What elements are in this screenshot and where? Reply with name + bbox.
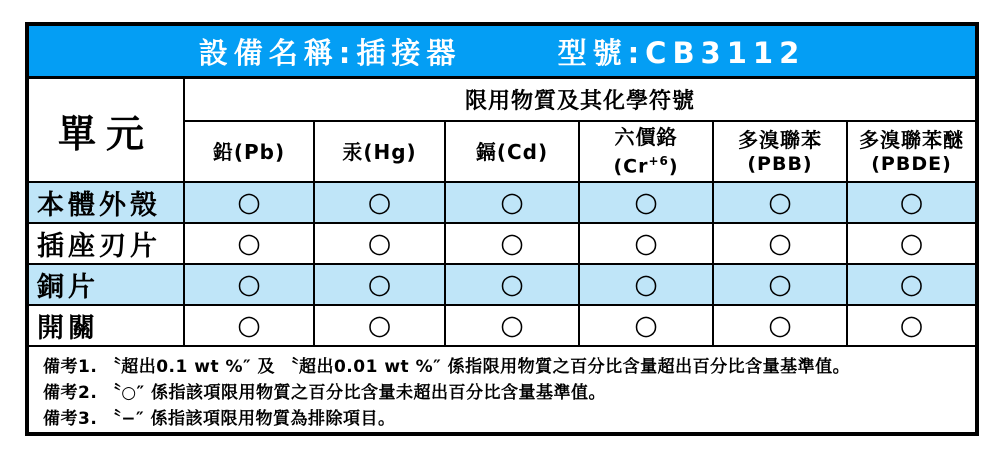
col-header-cadmium [445,121,579,182]
col-header-hexavalent-chromium [579,121,713,182]
compliance-mark: ○ [184,182,314,223]
rohs-substance-table [25,22,979,436]
col-symbol: (PBB) [747,152,813,175]
col-header-mercury [314,121,445,182]
unit-header: 單元 [27,78,184,183]
title-bar [27,24,977,78]
compliance-mark: ○ [713,305,847,346]
row-label: 銅片 [27,264,184,305]
compliance-mark: ○ [847,182,977,223]
col-label: 汞(Hg) [342,139,417,164]
title-bar-cell [27,24,977,78]
col-label: 鉛(Pb) [212,139,286,164]
row-body-shell [27,182,977,223]
compliance-mark: ○ [579,223,713,264]
col-symbol: $(Cr^{+6})$ [613,153,679,178]
col-label: 六價鉻 [614,124,678,149]
compliance-mark: ○ [314,264,445,305]
group-header-row [27,78,977,122]
note-2: 備考2. 〝○″ 係指該項限用物質之百分比含量未超出百分比含量基準值。 [43,383,607,403]
note-3: 備考3. 〝−″ 係指該項限用物質為排除項目。 [43,409,396,429]
compliance-mark: ○ [579,264,713,305]
model-number-label: 型號:CB3112 [557,35,806,70]
col-header-pbb [713,121,847,182]
col-symbol: (PBDE) [871,152,952,175]
compliance-mark: ○ [184,305,314,346]
compliance-mark: ○ [579,305,713,346]
note-1: 備考1. 〝超出0.1 wt %″ 及 〝超出0.01 wt %″ 係指限用物質之百分比含量超出百分比含量基準值。 [43,357,851,377]
row-label: 本體外殼 [27,182,184,223]
compliance-mark: ○ [579,182,713,223]
col-label: 多溴聯苯 [738,127,822,152]
device-name-label: 設備名稱:插接器 [198,35,462,70]
row-label: 開關 [27,305,184,346]
compliance-mark: ○ [445,305,579,346]
compliance-mark: ○ [713,264,847,305]
row-socket-blade [27,223,977,264]
compliance-mark: ○ [314,305,445,346]
compliance-mark: ○ [847,264,977,305]
compliance-mark: ○ [184,264,314,305]
col-header-lead [184,121,314,182]
compliance-mark: ○ [314,223,445,264]
compliance-mark: ○ [445,182,579,223]
col-label: 鎘(Cd) [475,139,549,164]
compliance-mark: ○ [184,223,314,264]
row-label: 插座刃片 [27,223,184,264]
row-copper-strip [27,264,977,305]
substances-group-header: 限用物質及其化學符號 [184,78,977,122]
compliance-mark: ○ [445,223,579,264]
compliance-mark: ○ [847,305,977,346]
compliance-mark: ○ [314,182,445,223]
footnotes-cell [27,346,977,434]
compliance-mark: ○ [445,264,579,305]
row-switch [27,305,977,346]
footnotes-row [27,346,977,434]
compliance-mark: ○ [713,182,847,223]
compliance-mark: ○ [713,223,847,264]
col-header-pbde [847,121,977,182]
compliance-mark: ○ [847,223,977,264]
col-label: 多溴聯苯醚 [859,127,964,152]
